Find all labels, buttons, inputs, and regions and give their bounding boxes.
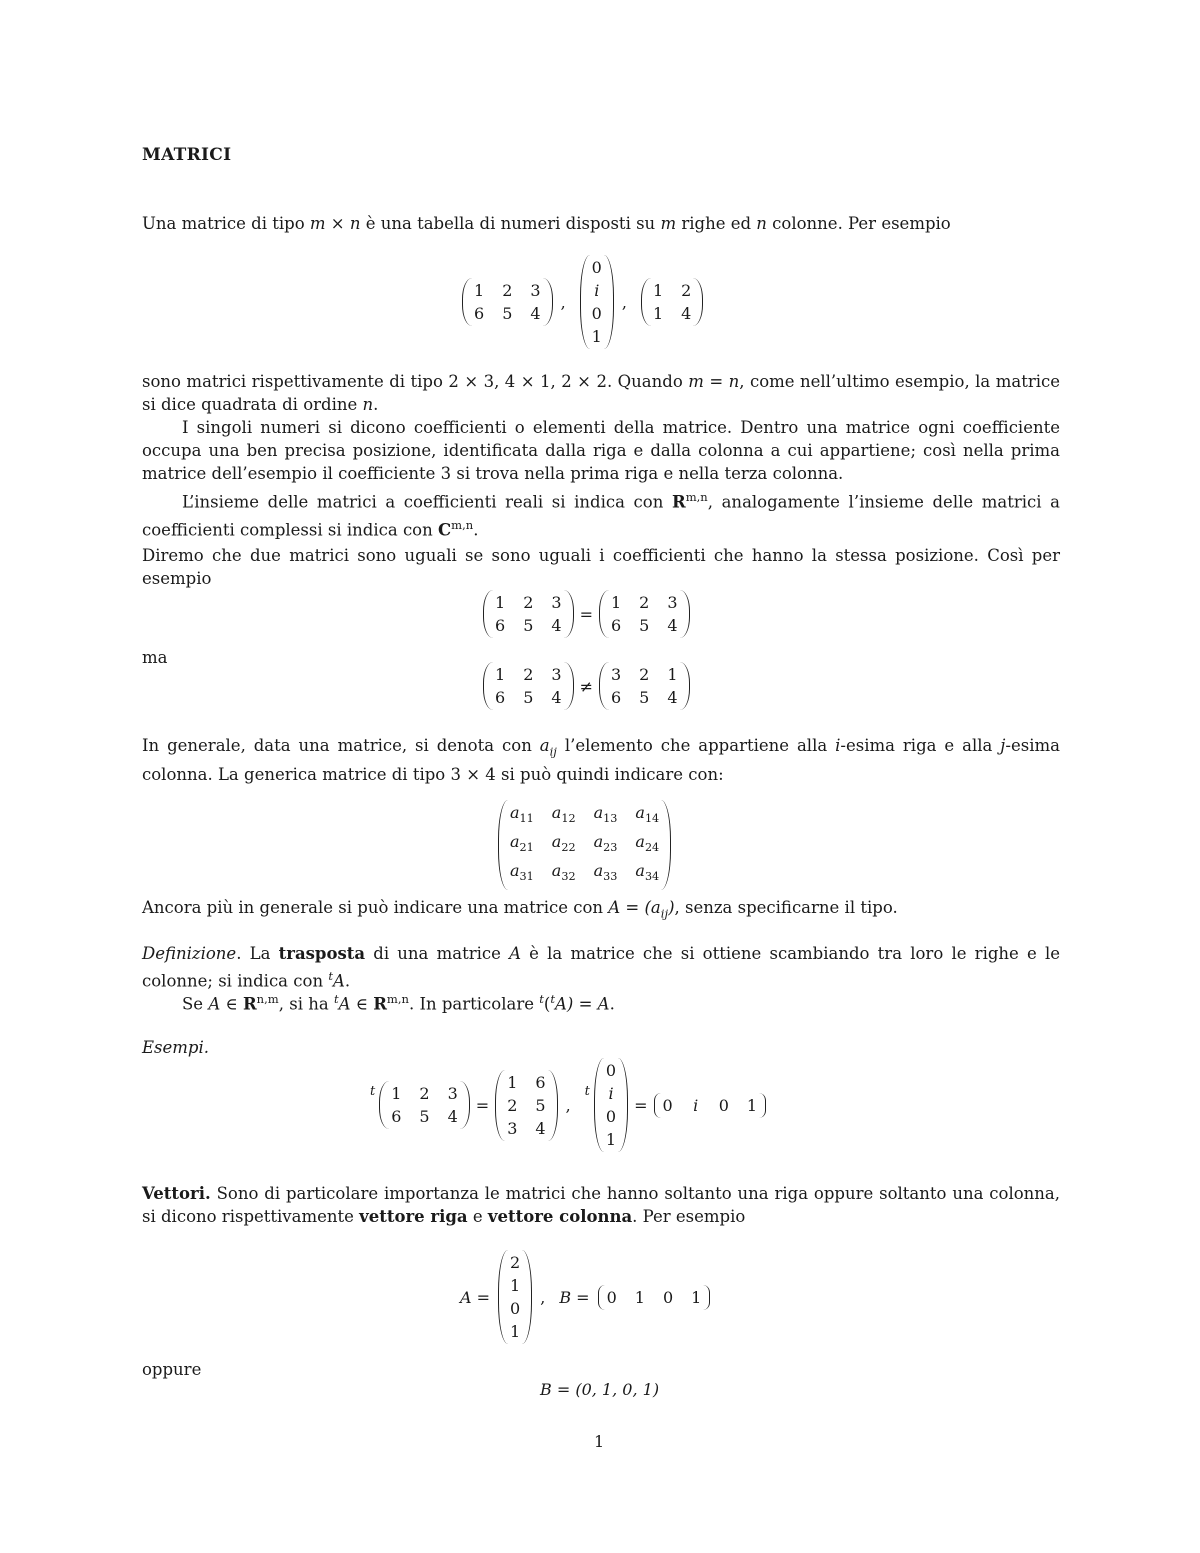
matrix-entry: 0: [605, 1107, 617, 1126]
matrix-entry: 2: [510, 1253, 521, 1272]
matrix-entry: 0: [662, 1095, 673, 1115]
matrix-entry: 3: [610, 665, 622, 684]
example-matrices: [462, 255, 703, 349]
matrix-entry: 2: [639, 665, 650, 684]
matrix-entry: 4: [447, 1107, 458, 1126]
matrix: [483, 662, 574, 710]
matrix-entry: 6: [610, 688, 622, 707]
matrix-entry: 4: [681, 304, 692, 323]
matrix-entry: 6: [535, 1072, 546, 1092]
matrix-entry: 2: [502, 281, 513, 300]
label-B: B =: [559, 1287, 590, 1307]
matrix-entry: 1: [495, 665, 506, 684]
matrix-entry: 4: [667, 688, 678, 707]
matrix-entry: 6: [495, 616, 506, 635]
matrix-entry: 4: [551, 688, 562, 707]
paragraph-transpose-property: Se A ∈ R$^{n,m}$, si ha $^t$A ∈ R$^{m,n}$. In particolare $^t$($^t$A) = A.: [182, 992, 615, 1014]
matrix-entry: 5: [419, 1107, 430, 1126]
comma: ,: [565, 1095, 571, 1115]
matrix: [599, 662, 690, 710]
matrix-entry: 1: [652, 281, 664, 300]
matrix-entry: 2: [523, 665, 534, 684]
row-vector-list: B = (0, 1, 0, 1): [540, 1380, 660, 1399]
matrix-entry: 1: [652, 304, 664, 323]
matrix: [599, 590, 690, 638]
matrix-entry: 1: [691, 1287, 702, 1307]
matrix-entry: 1: [510, 1322, 521, 1341]
matrix-entry: $a_{24}$: [635, 832, 660, 855]
matrix-entry: 0: [662, 1287, 674, 1307]
matrix-entry: 6: [495, 688, 506, 707]
matrix-entry: 1: [667, 665, 678, 684]
matrix-entry: 2: [419, 1084, 430, 1103]
matrix-entry: 2: [523, 593, 534, 612]
matrix-entry: 1: [634, 1287, 645, 1307]
matrix-entry: 3: [667, 593, 678, 612]
matrix-entry: 3: [551, 593, 562, 612]
matrix: [483, 590, 574, 638]
row-vector: [598, 1285, 711, 1310]
vectors-paragraph: Vettori. Sono di particolare importanza le matrici che hanno soltanto una riga oppure soltanto una colonna, si dicono rispettivamente vettore riga e vettore colonna. Per esempio: [142, 1184, 1060, 1226]
matrix-entry: $a_{22}$: [551, 832, 576, 855]
matrix-entry: 1: [474, 281, 485, 300]
definition-transpose: Definizione. La trasposta di una matrice A è la matrice che si ottiene scambiando tra loro le righe e le colonne; si indica con $^t$A.: [142, 944, 1060, 991]
matrix-entry: i: [594, 281, 600, 300]
word-oppure: oppure: [142, 1360, 202, 1379]
matrix-entry: 1: [510, 1276, 521, 1295]
matrix-entry: 0: [591, 304, 602, 323]
matrix-entry: 1: [591, 327, 602, 346]
comma: ,: [560, 292, 566, 312]
matrix-entry: $a_{21}$: [510, 832, 534, 855]
matrix-entry: 5: [639, 688, 650, 707]
matrix-entry: 0: [510, 1299, 521, 1318]
matrix-entry: 1: [746, 1095, 758, 1115]
matrix-entry: 5: [523, 616, 534, 635]
matrix-entry: 6: [610, 616, 622, 635]
matrix-entry: 1: [507, 1072, 518, 1092]
matrix-entry: $a_{31}$: [510, 861, 534, 884]
transpose-examples: [370, 1058, 766, 1152]
matrix: [641, 278, 703, 326]
not-equal-sign: ≠: [579, 676, 593, 696]
matrix-entry: 1: [610, 593, 622, 612]
paragraph-notation: Ancora più in generale si può indicare una matrice con $A = (a_{ij})$, senza specificarne il tipo.: [142, 898, 898, 921]
matrix-entry: 0: [718, 1095, 729, 1115]
intro-paragraph: Una matrice di tipo m × n è una tabella di numeri disposti su m righe ed n colonne. Per esempio: [142, 214, 951, 233]
equals-sign: =: [634, 1095, 648, 1115]
word-ma: ma: [142, 648, 168, 667]
matrix-entry: 5: [639, 616, 650, 635]
matrix-entry: 1: [391, 1084, 402, 1103]
matrix-entry: 5: [523, 688, 534, 707]
generic-matrix: [498, 800, 671, 890]
matrix: [379, 1081, 470, 1129]
matrix-entry: 4: [535, 1118, 546, 1138]
matrix-entry: 4: [667, 616, 678, 635]
matrix-entry: 1: [605, 1130, 617, 1149]
matrix-entry: 4: [530, 304, 541, 323]
matrix-entry: i: [608, 1084, 614, 1103]
matrix-entry: 2: [507, 1095, 518, 1115]
comma: ,: [621, 292, 627, 312]
matrix-entry: 3: [507, 1118, 518, 1138]
matrix-entry: $a_{13}$: [593, 803, 618, 826]
equals-sign: =: [475, 1095, 490, 1115]
page-number: 1: [594, 1432, 605, 1451]
matrix: [495, 1070, 557, 1141]
matrix-entry: $a_{14}$: [635, 803, 660, 826]
matrix-entry: $a_{33}$: [593, 861, 618, 884]
paragraph-sets: L’insieme delle matrici a coefficienti reali si indica con R$^{m,n}$, analogamente l’insieme delle matrici a coefficienti complessi si indica con C$^{m,n}$.: [142, 490, 1060, 539]
matrix-entry: i: [693, 1095, 699, 1115]
vector-examples: [460, 1250, 710, 1344]
label-A: A =: [460, 1287, 491, 1307]
section-title: MATRICI: [142, 145, 232, 165]
paragraph-types: sono matrici rispettivamente di tipo 2 × 3, 4 × 1, 2 × 2. Quando m = n, come nell’ultimo esempio, la matrice si dice quadrata di ordine n.: [142, 372, 1060, 414]
matrix-entry: 4: [551, 616, 562, 635]
matrix: [580, 255, 614, 349]
matrix-entry: $a_{11}$: [510, 803, 534, 826]
matrix-entry: 2: [681, 281, 692, 300]
row-vector: [654, 1093, 767, 1118]
matrix: [498, 800, 671, 890]
matrix-entry: 0: [605, 1061, 617, 1080]
matrix-entry: 5: [535, 1095, 546, 1115]
matrix: [462, 278, 553, 326]
unequal-matrices: [483, 662, 690, 710]
transpose-mark: t: [370, 1083, 376, 1099]
matrix-entry: 3: [530, 281, 541, 300]
paragraph-generic: In generale, data una matrice, si denota con $a_{ij}$ l’elemento che appartiene alla i-esima riga e alla j-esima colonna. La generica matrice di tipo 3 × 4 si può quindi indicare con:: [142, 736, 1060, 785]
matrix-entry: 5: [502, 304, 513, 323]
examples-heading: Esempi.: [142, 1038, 210, 1057]
matrix-entry: 3: [551, 665, 562, 684]
matrix-entry: $a_{12}$: [551, 803, 576, 826]
matrix-entry: $a_{34}$: [635, 861, 660, 884]
column-vector: [498, 1250, 532, 1344]
comma: ,: [540, 1287, 546, 1307]
paragraph-equality: Diremo che due matrici sono uguali se sono uguali i coefficienti che hanno la stessa posizione. Così per esempio: [142, 546, 1060, 588]
matrix: [594, 1058, 628, 1152]
matrix-entry: 3: [447, 1084, 458, 1103]
matrix-entry: 6: [391, 1107, 402, 1126]
equals-sign: =: [579, 604, 593, 624]
matrix-entry: 0: [591, 258, 602, 277]
matrix-entry: 2: [639, 593, 650, 612]
matrix-entry: $a_{32}$: [551, 861, 576, 884]
matrix-entry: 6: [474, 304, 485, 323]
equal-matrices: [483, 590, 690, 638]
matrix-entry: 0: [606, 1287, 617, 1307]
transpose-mark: t: [584, 1083, 590, 1099]
matrix-entry: 1: [495, 593, 506, 612]
paragraph-coefficients: I singoli numeri si dicono coefficienti o elementi della matrice. Dentro una matrice ogni coefficiente occupa una ben precisa posizione, identificata dalla riga e dalla colonna a cui appartiene; così nella prima matrice dell’esempio il coefficiente 3 si trova nella prima riga e nella terza colonna.: [142, 418, 1060, 483]
matrix-entry: $a_{23}$: [593, 832, 618, 855]
